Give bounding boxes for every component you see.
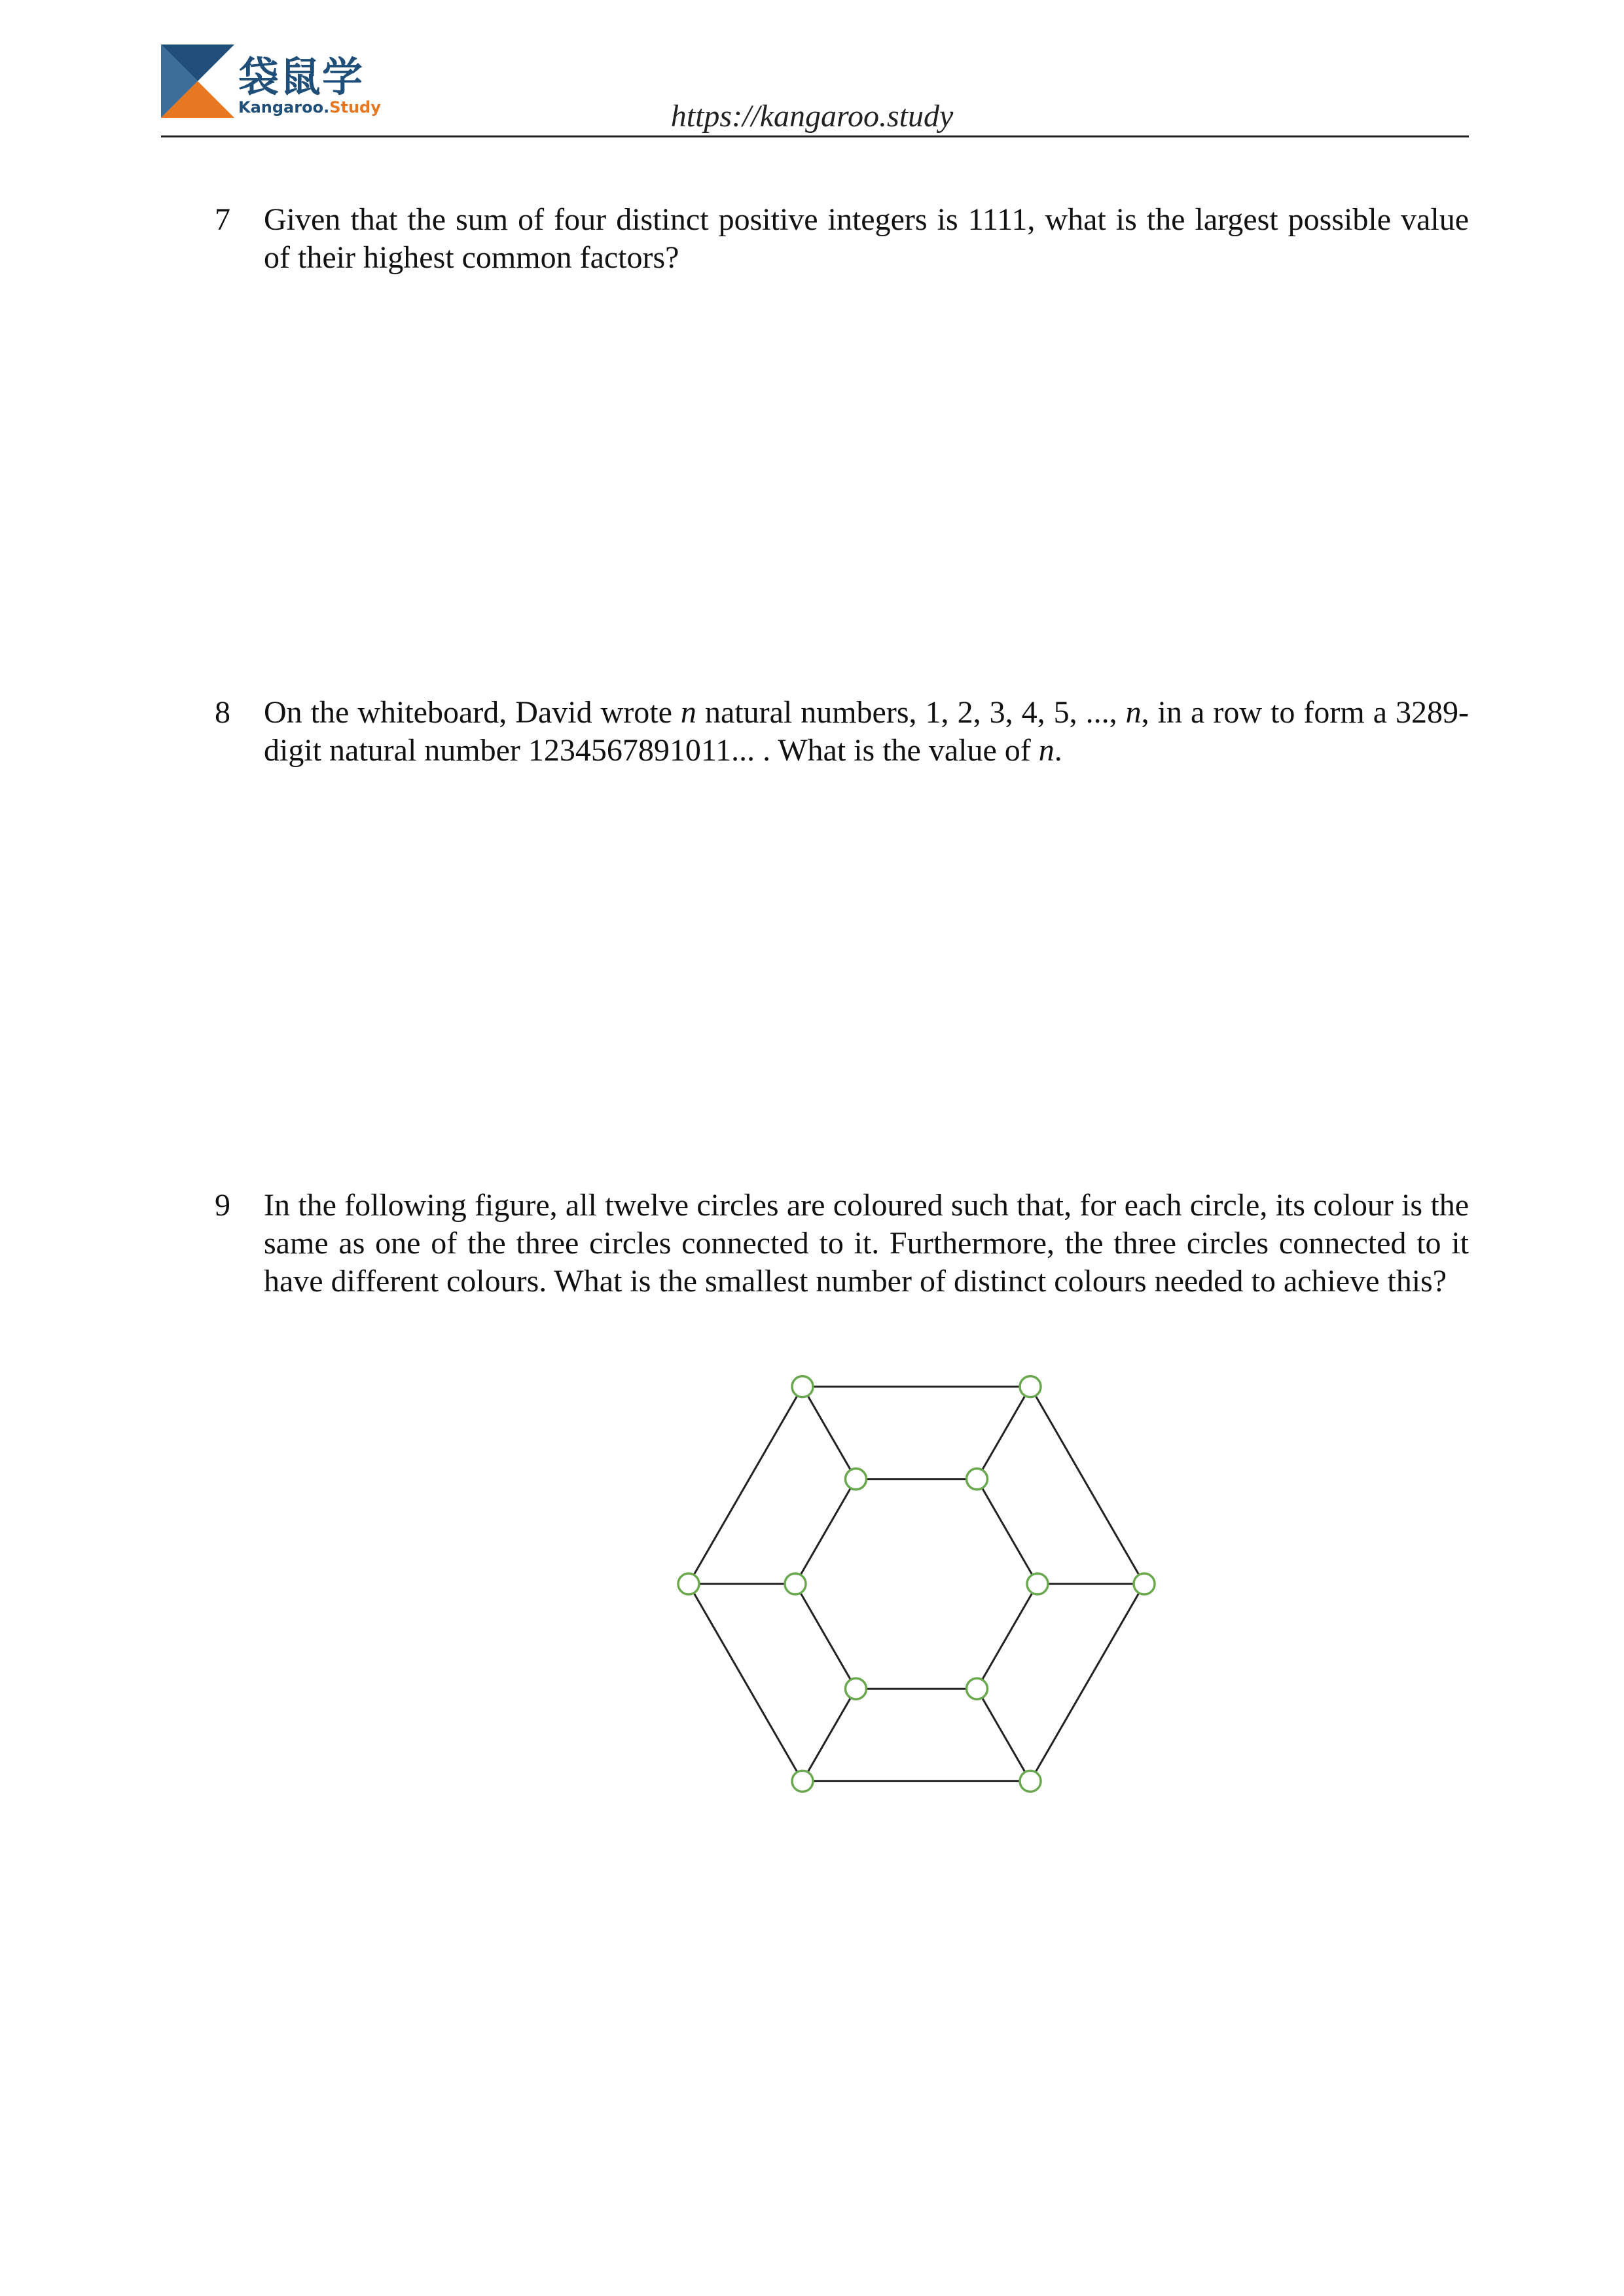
text-segment: , in a row to form a 3289-digit natural number 1234567891011... . What is the value of xyxy=(264,695,1470,768)
text-segment: natural numbers, 1, 2, 3, 4, 5, ..., xyxy=(696,695,1126,730)
header-rule xyxy=(161,135,1469,137)
outer-hexagon-edge xyxy=(689,1584,803,1781)
outer-hexagon-edge xyxy=(1030,1584,1144,1781)
inner-circle-node xyxy=(1027,1573,1048,1594)
question-text xyxy=(264,694,1469,770)
inner-hexagon-edge xyxy=(977,1479,1038,1584)
text-segment: . xyxy=(1054,733,1062,768)
question-8 xyxy=(215,694,1469,770)
logo-english-accent: Study xyxy=(329,98,381,117)
inner-circle-node xyxy=(967,1469,988,1490)
inner-circle-node xyxy=(967,1678,988,1699)
inner-hexagon-edge xyxy=(977,1584,1038,1689)
outer-hexagon-edge xyxy=(1030,1387,1144,1584)
inner-circle-node xyxy=(846,1469,867,1490)
spoke-edge xyxy=(977,1387,1031,1479)
question-number: 7 xyxy=(215,202,230,237)
inner-circle-node xyxy=(846,1678,867,1699)
outer-circle-node xyxy=(678,1573,699,1594)
text-segment: On the whiteboard, David wrote xyxy=(264,695,681,730)
hexagon-circle-figure xyxy=(655,1361,1178,1806)
question-9 xyxy=(215,1187,1469,1300)
inner-hexagon-edge xyxy=(795,1584,856,1689)
outer-circle-node xyxy=(792,1376,813,1397)
variable-n: n xyxy=(1125,695,1142,730)
spoke-edge xyxy=(977,1689,1031,1781)
figure-svg xyxy=(655,1361,1178,1806)
question-7 xyxy=(215,201,1469,277)
outer-hexagon-edge xyxy=(689,1387,803,1584)
outer-circle-node xyxy=(1020,1376,1041,1397)
question-number: 9 xyxy=(215,1188,230,1223)
outer-circle-node xyxy=(792,1770,813,1791)
logo-chinese-text: 袋鼠学 xyxy=(238,53,365,101)
variable-n: n xyxy=(1038,733,1055,768)
page-header xyxy=(0,0,1624,141)
logo-english-main: Kangaroo. xyxy=(238,98,330,117)
question-number: 8 xyxy=(215,695,230,730)
variable-n: n xyxy=(680,695,696,730)
inner-circle-node xyxy=(785,1573,806,1594)
inner-hexagon-edge xyxy=(795,1479,856,1584)
question-text: Given that the sum of four distinct positive integers is 1111, what is the largest possible value of their highest common factors? xyxy=(264,202,1469,275)
spoke-edge xyxy=(803,1689,856,1781)
outer-circle-node xyxy=(1020,1770,1041,1791)
spoke-edge xyxy=(803,1387,856,1479)
question-text: In the following figure, all twelve circles are coloured such that, for each circle, its colour is the same as one of the three circles connected to it. Furthermore, the three circles connected to it have different colours. What is the smallest number of distinct colours needed to achieve this? xyxy=(264,1188,1469,1299)
outer-circle-node xyxy=(1134,1573,1155,1594)
site-url[interactable]: https://kangaroo.study xyxy=(670,99,954,134)
